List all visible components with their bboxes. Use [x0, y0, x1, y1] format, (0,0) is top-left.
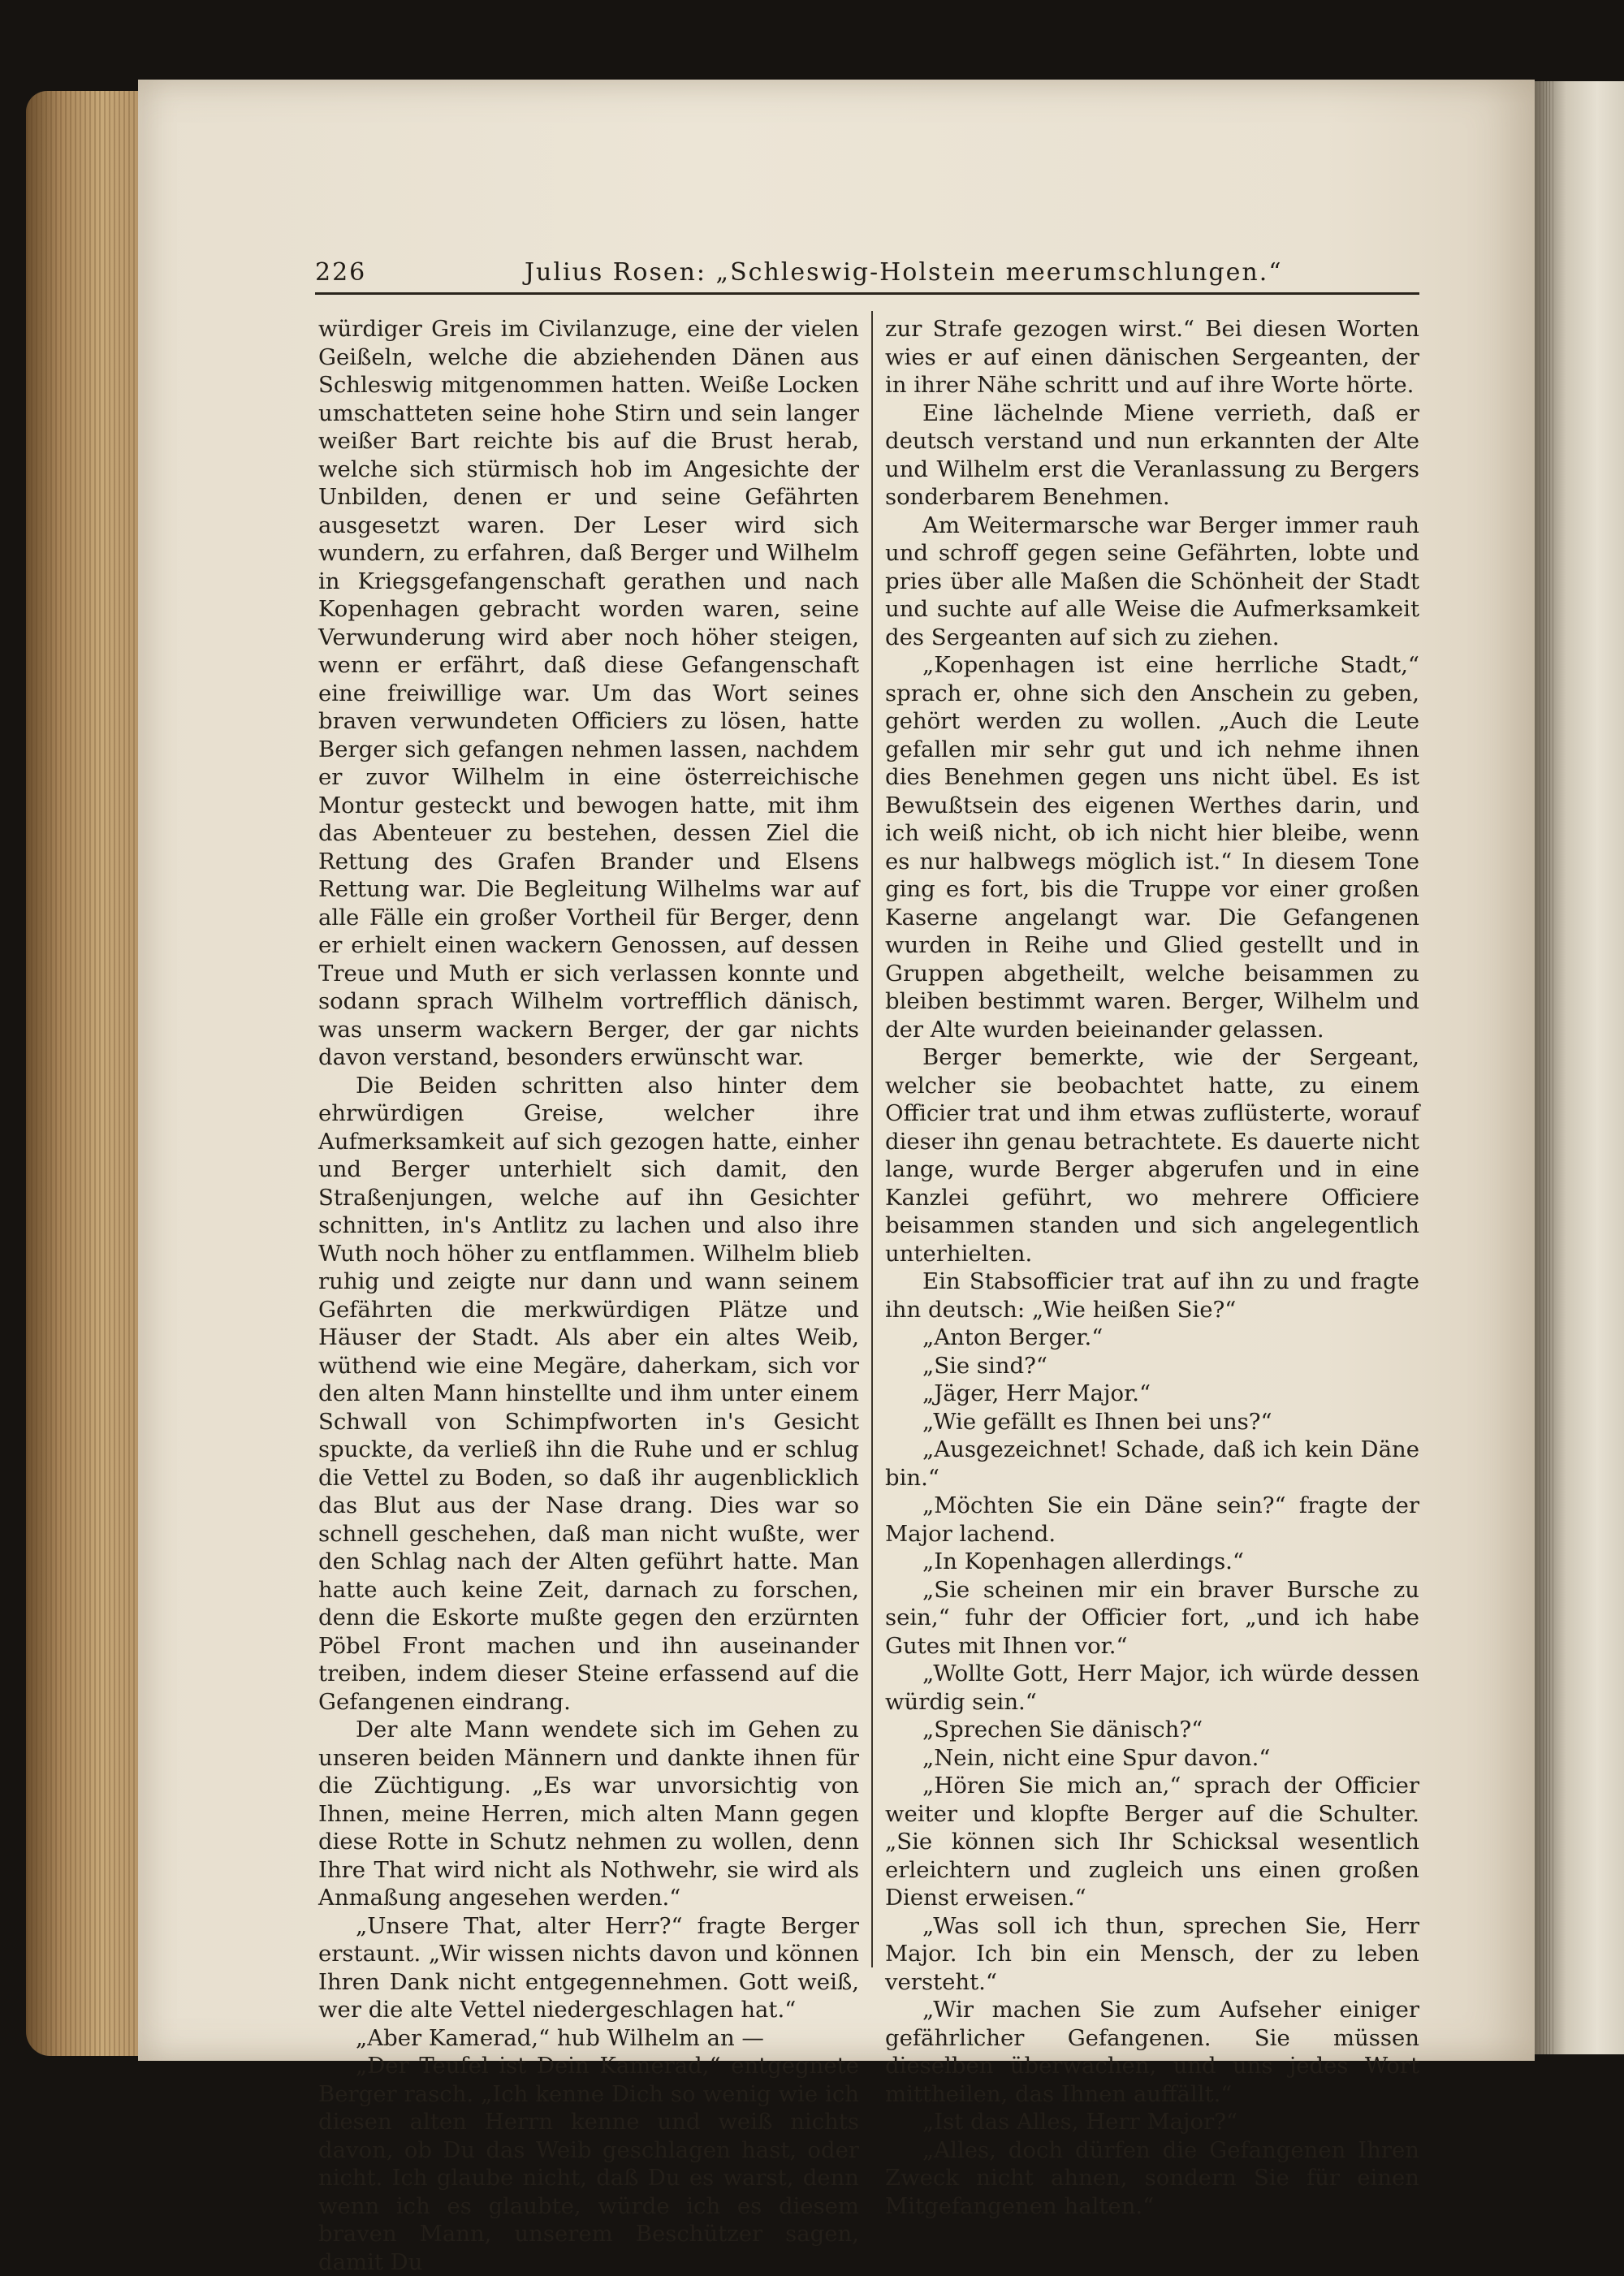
paragraph: „Alles, doch dürfen die Gefangenen Ihren Zweck nicht ahnen, sondern Sie für einen Mitgefangenen halten.“	[885, 2136, 1419, 2219]
paragraph: Am Weitermarsche war Berger immer rauh und schroff gegen seine Gefährten, lobte und pries über alle Maßen die Schönheit der Stadt und suchte auf alle Weise die Aufmerksamkeit des Sergeanten auf sich zu ziehen.	[885, 512, 1419, 650]
left-column	[318, 315, 859, 2276]
paragraph: „In Kopenhagen allerdings.“	[922, 1548, 1244, 1574]
paragraph: „Sie scheinen mir ein braver Bursche zu sein,“ fuhr der Officier fort, „und ich habe Gutes mit Ihnen vor.“	[885, 1576, 1419, 1659]
header-rule	[315, 292, 1419, 295]
paragraph: „Was soll ich thun, sprechen Sie, Herr Major. Ich bin ein Mensch, der zu leben versteht.“	[885, 1912, 1419, 1995]
page-number: 226	[315, 258, 367, 287]
running-head	[315, 258, 1419, 291]
paragraph: „Hören Sie mich an,“ sprach der Officier weiter und klopfte Berger auf die Schulter. „Sie können sich Ihr Schicksal wesentlich erleichtern und zugleich uns einen großen Dienst erweisen.“	[885, 1773, 1419, 1911]
paragraph: „Der Teufel ist Dein Kamerad,“ entgegnete Berger rasch. „Ich kenne Dich so wenig wie ich diesen alten Herrn kenne und weiß nichts davon, ob Du das Weib geschlagen hast, oder nicht. Ich glaube nicht, daß Du es warst, denn wenn ich es glaubte, würde ich es diesem braven Mann, unserem Beschützer sagen, damit Du	[318, 2053, 859, 2275]
paragraph: „Sie sind?“	[922, 1352, 1047, 1379]
running-head-title: Julius Rosen: „Schleswig-Holstein meerumschlungen.“	[525, 258, 1283, 287]
paragraph: „Ist das Alles, Herr Major?“	[922, 2109, 1238, 2135]
paragraph: zur Strafe gezogen wirst.“ Bei diesen Worten wies er auf einen dänischen Sergeanten, der in ihrer Nähe schritt und auf ihre Worte hörte.	[885, 316, 1419, 398]
paragraph: „Möchten Sie ein Däne sein?“ fragte der Major lachend.	[885, 1492, 1419, 1547]
paragraph: würdiger Greis im Civilanzuge, eine der vielen Geißeln, welche die abziehenden Dänen aus Schleswig mitgenommen hatten. Weiße Locken umschatteten seine hohe Stirn und sein langer weißer Bart reichte bis auf die Brust herab, welche sich stürmisch hob im Angesichte der Unbilden, denen er und seine Gefährten ausgesetzt waren. Der Leser wird sich wundern, zu erfahren, daß Berger und Wilhelm in Kriegsgefangenschaft gerathen und nach Kopenhagen gebracht worden waren, seine Verwunderung wird aber noch höher steigen, wenn er erfährt, daß diese Gefangenschaft eine freiwillige war. Um das Wort seines braven verwundeten Officiers zu lösen, hatte Berger sich gefangen nehmen lassen, nachdem er zuvor Wilhelm in eine österreichische Montur gesteckt und bewogen hatte, mit ihm das Abenteuer zu bestehen, dessen Ziel die Rettung des Grafen Brander und Elsens Rettung war. Die Begleitung Wilhelms war auf alle Fälle ein großer Vortheil für Berger, denn er erhielt einen wackern Genossen, auf dessen Treue und Muth er sich verlassen konnte und sodann sprach Wilhelm vortrefflich dänisch, was unserm wackern Berger, der gar nichts davon verstand, besonders erwünscht war.	[318, 316, 859, 1070]
paragraph: Berger bemerkte, wie der Sergeant, welcher sie beobachtet hatte, zu einem Officier trat und ihm etwas zuflüsterte, worauf dieser ihn genau betrachtete. Es dauerte nicht lange, wurde Berger abgerufen und in eine Kanzlei geführt, wo mehrere Officiere beisammen standen und sich angelegentlich unterhielten.	[885, 1044, 1419, 1267]
paragraph: „Sprechen Sie dänisch?“	[922, 1717, 1203, 1743]
paragraph: Die Beiden schritten also hinter dem ehrwürdigen Greise, welcher ihre Aufmerksamkeit auf sich gezogen hatte, einher und Berger unterhielt sich damit, den Straßenjungen, welche auf ihn Gesichter schnitten, in's Antlitz zu lachen und also ihre Wuth noch höher zu entflammen. Wilhelm blieb ruhig und zeigte nur dann und wann seinem Gefährten die merkwürdigen Plätze und Häuser der Stadt. Als aber ein altes Weib, wüthend wie eine Megäre, daherkam, sich vor den alten Mann hinstellte und ihm unter einem Schwall von Schimpfworten in's Gesicht spuckte, da verließ ihn die Ruhe und er schlug die Vettel zu Boden, so daß ihr augenblicklich das Blut aus der Nase drang. Dies war so schnell geschehen, daß man nicht wußte, wer den Schlag nach der Alten geführt hatte. Man hatte auch keine Zeit, darnach zu forschen, denn die Eskorte mußte gegen den erzürnten Pöbel Front machen und ihn auseinander treiben, indem dieser Steine erfassend auf die Gefangenen eindrang.	[318, 1072, 859, 1715]
paragraph: „Unsere That, alter Herr?“ fragte Berger erstaunt. „Wir wissen nichts davon und können Ihren Dank nicht entgegennehmen. Gott weiß, wer die alte Vettel niedergeschlagen hat.“	[318, 1912, 859, 2023]
paragraph: „Aber Kamerad,“ hub Wilhelm an —	[356, 2024, 764, 2051]
paragraph: Ein Stabsofficier trat auf ihn zu und fragte ihn deutsch: „Wie heißen Sie?“	[885, 1268, 1419, 1323]
paragraph: „Wir machen Sie zum Aufseher einiger gefährlicher Gefangenen. Sie müssen dieselben überwachen, und uns jedes Wort mittheilen, das Ihnen auffällt.“	[885, 1997, 1419, 2107]
paragraph: „Kopenhagen ist eine herrliche Stadt,“ sprach er, ohne sich den Anschein zu geben, gehört werden zu wollen. „Auch die Leute gefallen mir sehr gut und ich nehme ihnen dies Benehmen gegen uns nicht übel. Es ist Bewußtsein des eigenen Werthes darin, und ich weiß nicht, ob ich nicht hier bleibe, wenn es nur halbwegs möglich ist.“ In diesem Tone ging es fort, bis die Truppe vor einer großen Kaserne angelangt war. Die Gefangenen wurden in Reihe und Glied gestellt und in Gruppen abgetheilt, welche beisammen zu bleiben bestimmt waren. Berger, Wilhelm und der Alte wurden beieinander gelassen.	[885, 652, 1419, 1043]
paragraph: „Ausgezeichnet! Schade, daß ich kein Däne bin.“	[885, 1436, 1419, 1491]
paragraph: „Jäger, Herr Major.“	[922, 1380, 1151, 1406]
book-fore-edge-right	[1535, 81, 1624, 2054]
paragraph: Eine lächelnde Miene verrieth, daß er deutsch verstand und nun erkannten der Alte und Wilhelm erst die Veranlassung zu Bergers sonderbarem Benehmen.	[885, 399, 1419, 510]
paragraph: „Nein, nicht eine Spur davon.“	[922, 1744, 1271, 1771]
right-column	[885, 315, 1419, 2220]
paragraph: „Wie gefällt es Ihnen bei uns?“	[922, 1408, 1272, 1435]
paragraph: „Anton Berger.“	[922, 1324, 1104, 1350]
paragraph: Der alte Mann wendete sich im Gehen zu unseren beiden Männern und dankte ihnen für die Züchtigung. „Es war unvorsichtig von Ihnen, meine Herren, mich alten Mann gegen diese Rotte in Schutz nehmen zu wollen, denn Ihre That wird nicht als Nothwehr, sie wird als Anmaßung angesehen werden.“	[318, 1717, 859, 1911]
column-divider	[871, 311, 873, 1967]
paragraph: „Wollte Gott, Herr Major, ich würde dessen würdig sein.“	[885, 1661, 1419, 1715]
